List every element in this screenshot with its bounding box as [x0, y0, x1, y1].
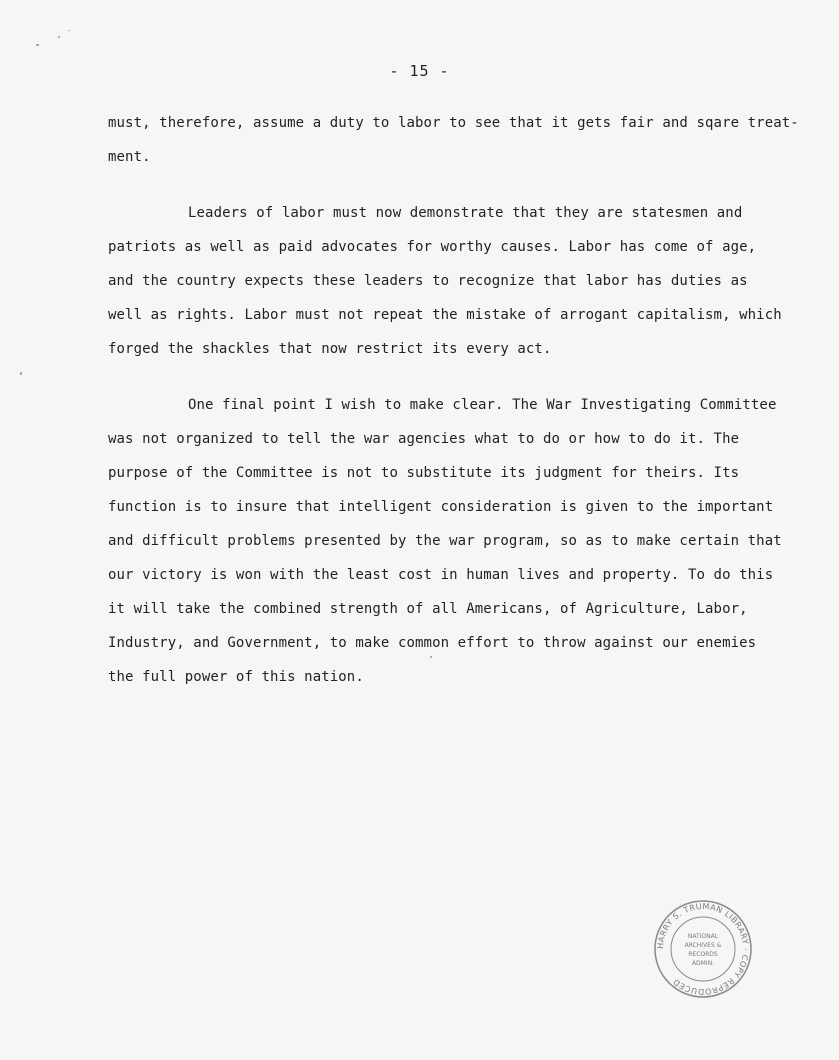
text-line: well as rights. Labor must not repeat the mistake of arrogant capitalism, which: [108, 307, 782, 323]
text-line: Leaders of labor must now demonstrate that they are statesmen and: [188, 205, 743, 221]
text-line: our victory is won with the least cost in human lives and property. To do this: [108, 567, 774, 583]
paper-speck: [68, 30, 70, 31]
text-line: forged the shackles that now restrict its every act.: [108, 341, 552, 357]
text-line: function is to insure that intelligent consideration is given to the important: [108, 499, 774, 515]
seal-outer-text: HARRY S. TRUMAN LIBRARY · COPY REPRODUCED: [655, 901, 751, 997]
text-line: Industry, and Government, to make common effort to throw against our enemies: [108, 635, 757, 651]
seal-inner-line: ARCHIVES &: [684, 942, 722, 949]
seal-inner-line: NATIONAL: [687, 933, 719, 940]
archive-seal-stamp: [652, 898, 754, 1000]
page-number: - 15 -: [389, 62, 450, 80]
text-line: patriots as well as paid advocates for worthy causes. Labor has come of age,: [108, 239, 757, 255]
text-line: the full power of this nation.: [108, 669, 364, 685]
text-line: and the country expects these leaders to recognize that labor has duties as: [108, 273, 748, 289]
text-line: and difficult problems presented by the war program, so as to make certain that: [108, 533, 782, 549]
text-line: One final point I wish to make clear. The War Investigating Committee: [188, 397, 777, 413]
text-line: it will take the combined strength of all Americans, of Agriculture, Labor,: [108, 601, 748, 617]
paper-speck: [58, 36, 60, 38]
seal-inner-line: ADMIN.: [691, 960, 715, 967]
text-line: was not organized to tell the war agencies what to do or how to do it. The: [108, 431, 740, 447]
body-text: [108, 106, 799, 694]
paper-speck: [20, 372, 22, 375]
seal-inner-line: RECORDS: [688, 951, 718, 958]
text-line: ment.: [108, 149, 151, 165]
text-line: purpose of the Committee is not to substitute its judgment for theirs. Its: [108, 465, 740, 481]
text-line: must, therefore, assume a duty to labor to see that it gets fair and sqare treat-: [108, 115, 799, 131]
paper-speck: [430, 656, 432, 658]
paper-speck: [36, 44, 39, 46]
